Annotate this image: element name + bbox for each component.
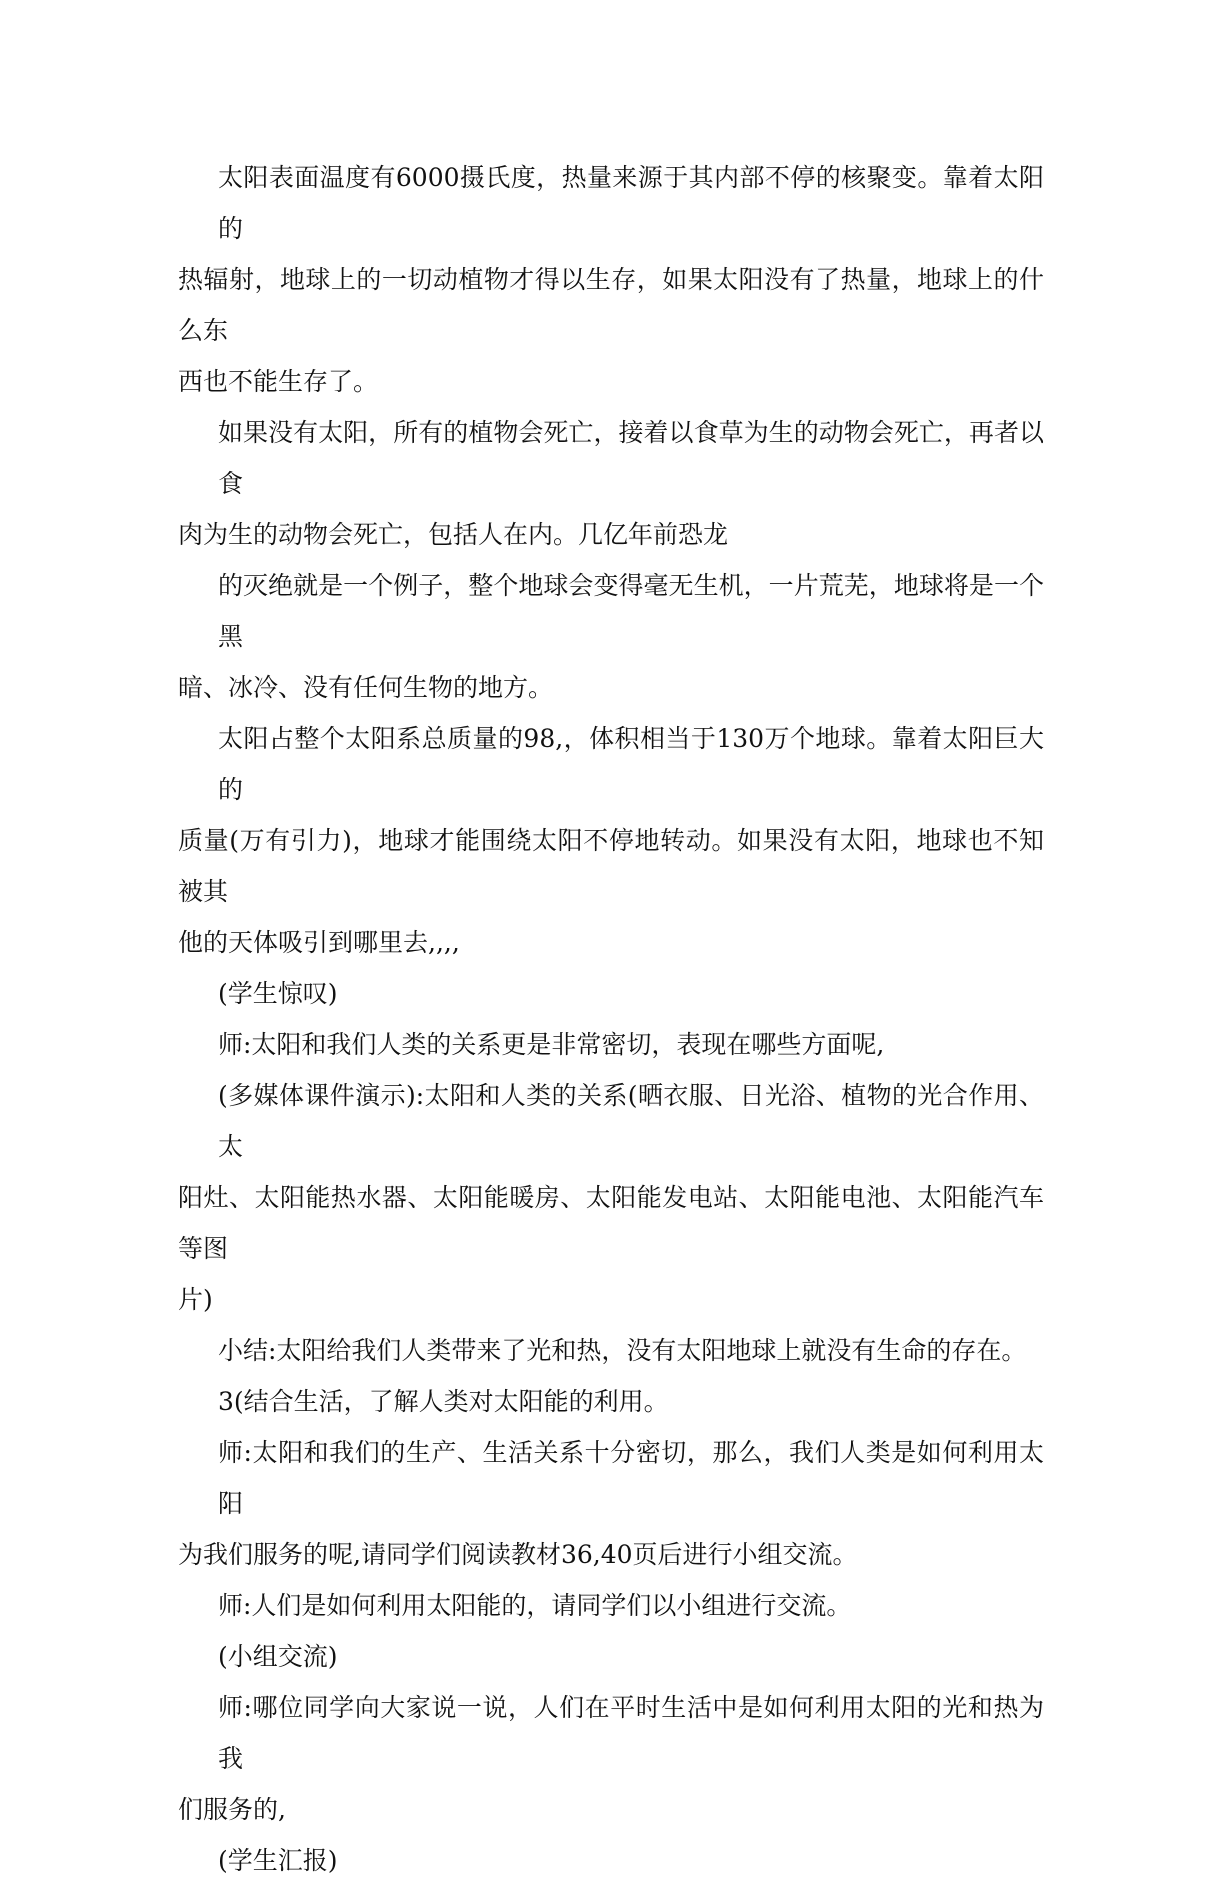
document-body	[178, 152, 1044, 1886]
text-line: 为我们服务的呢,请同学们阅读教材36,40页后进行小组交流。	[178, 1540, 858, 1569]
text-line: 质量(万有引力)，地球才能围绕太阳不停地转动。如果没有太阳，地球也不知被其	[178, 826, 1044, 906]
text-line: (学生惊叹)	[218, 979, 338, 1008]
text-line: 太阳占整个太阳系总质量的98,，体积相当于130万个地球。靠着太阳巨大的	[218, 724, 1044, 804]
text-line: 们服务的,	[178, 1795, 286, 1824]
text-line: 暗、冰冷、没有任何生物的地方。	[178, 673, 554, 702]
text-line: 师:人们是如何利用太阳能的，请同学们以小组进行交流。	[218, 1591, 852, 1620]
text-line: 西也不能生存了。	[178, 367, 379, 396]
text-line: 小结:太阳给我们人类带来了光和热，没有太阳地球上就没有生命的存在。	[218, 1336, 1027, 1365]
text-line: (学生汇报)	[218, 1846, 338, 1875]
text-line: 肉为生的动物会死亡，包括人在内。几亿年前恐龙	[178, 520, 729, 549]
text-line: 他的天体吸引到哪里去,,,,	[178, 928, 460, 957]
text-line: 太阳表面温度有6000摄氏度，热量来源于其内部不停的核聚变。靠着太阳的	[218, 163, 1044, 243]
text-line: 3(结合生活，了解人类对太阳能的利用。	[218, 1387, 669, 1416]
body-text	[178, 152, 1044, 1886]
text-line: 热辐射，地球上的一切动植物才得以生存，如果太阳没有了热量，地球上的什么东	[178, 265, 1044, 345]
text-line: 师:哪位同学向大家说一说，人们在平时生活中是如何利用太阳的光和热为我	[218, 1693, 1044, 1773]
text-line: 如果没有太阳，所有的植物会死亡，接着以食草为生的动物会死亡，再者以食	[218, 418, 1044, 498]
text-line: 片)	[178, 1285, 213, 1314]
text-line: 师:太阳和我们人类的关系更是非常密切，表现在哪些方面呢,	[218, 1030, 885, 1059]
text-line: (多媒体课件演示):太阳和人类的关系(晒衣服、日光浴、植物的光合作用、太	[218, 1081, 1044, 1161]
text-line: 师:太阳和我们的生产、生活关系十分密切，那么，我们人类是如何利用太阳	[218, 1438, 1044, 1518]
text-line: 的灭绝就是一个例子，整个地球会变得毫无生机，一片荒芜，地球将是一个黑	[218, 571, 1044, 651]
text-line: 阳灶、太阳能热水器、太阳能暖房、太阳能发电站、太阳能电池、太阳能汽车等图	[178, 1183, 1044, 1263]
text-line: (小组交流)	[218, 1642, 338, 1671]
